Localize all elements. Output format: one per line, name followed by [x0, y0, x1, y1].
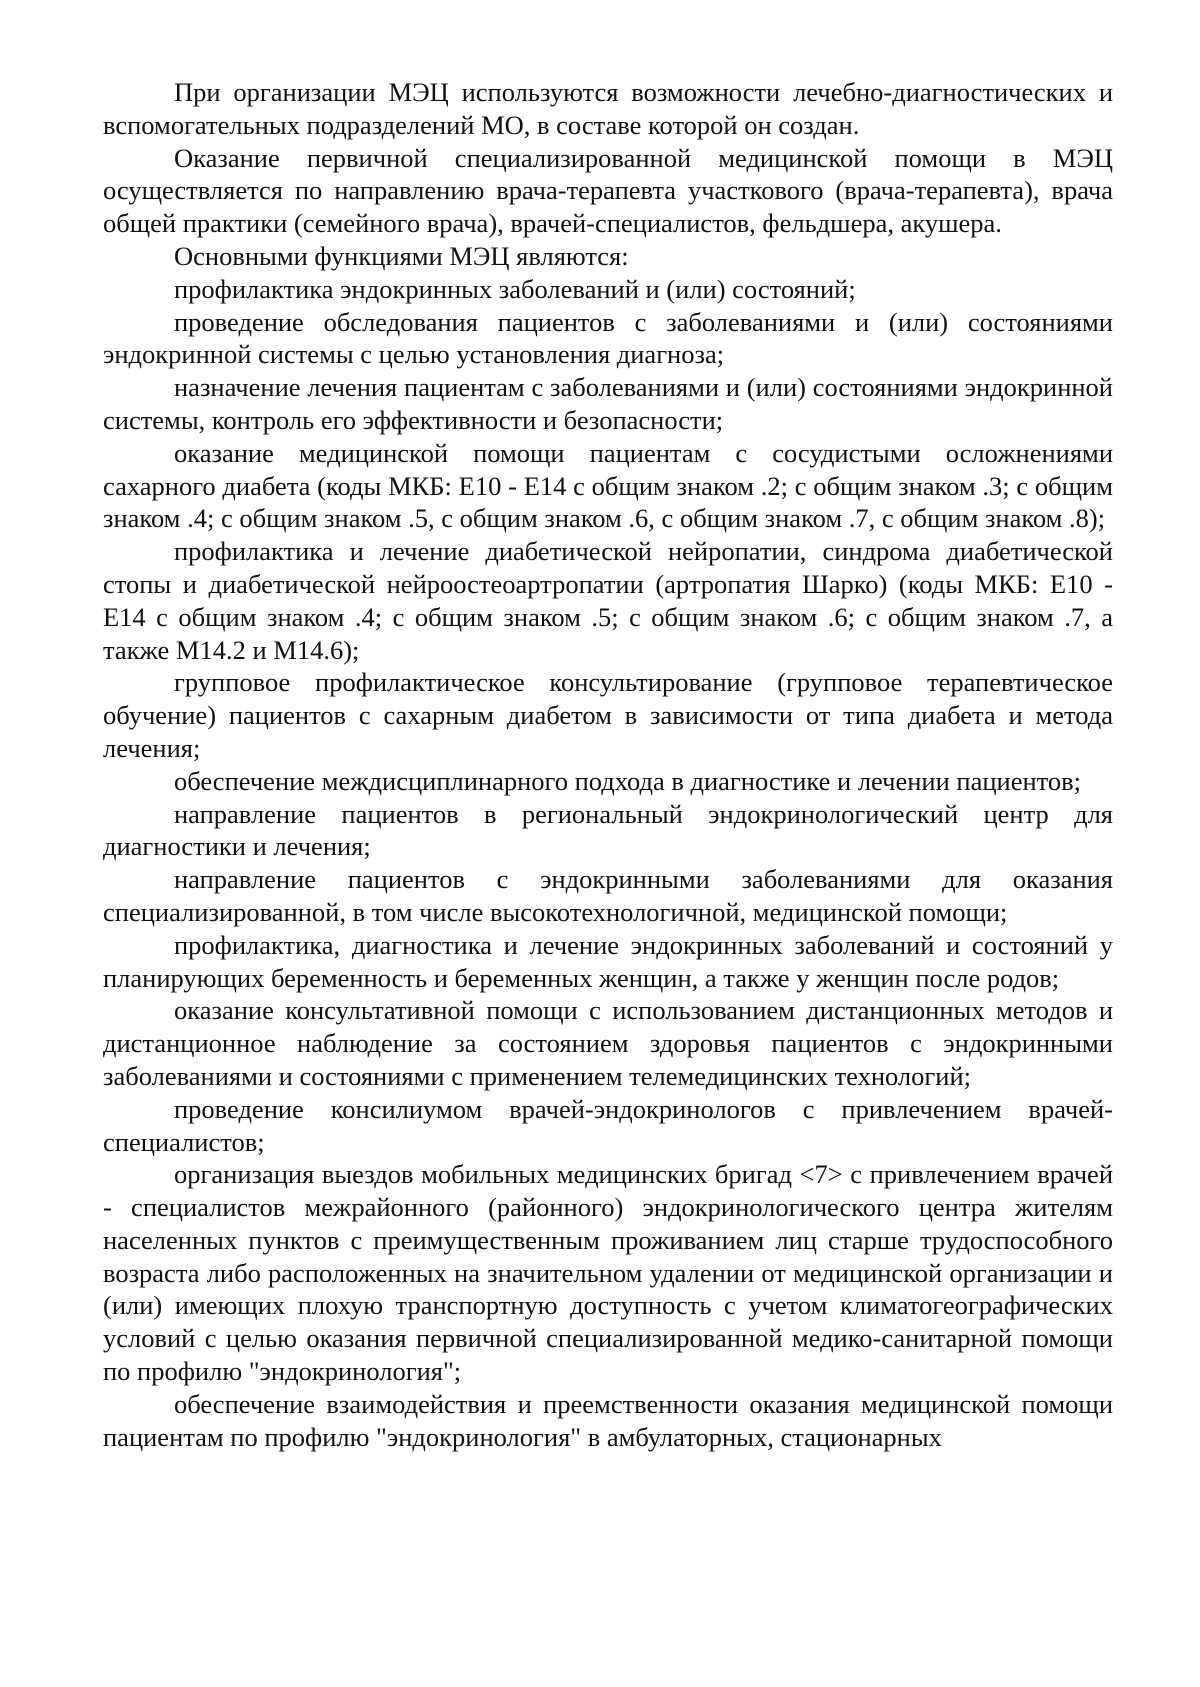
list-item-mobile-teams: организация выездов мобильных медицинских бригад <7> с привлечением врачей - специалистов межрайонного (районного) эндокринологического центра жителям населенных пунктов с преимущественным проживанием лиц старше трудоспособного возраста либо расположенных на значительном удалении от медицинской организации и (или) имеющих плохую транспортную доступность с учетом климатогеографических условий с целью оказания первичной специализированной медико-санитарной помощи по профилю "эндокринология"; — [103, 1159, 1113, 1387]
list-item-regional-referral: направление пациентов в региональный эндокринологический центр для диагностики и лечения; — [103, 798, 1113, 862]
list-item-vascular-complications: оказание медицинской помощи пациентам с сосудистыми осложнениями сахарного диабета (коды МКБ: E10 - E14 с общим знаком .2; с общим знаком .3; с общим знаком .4; с общим знаком .5, с общим знаком .6, с общим знаком .7, с общим знаком .8); — [103, 437, 1113, 534]
list-item-telemedicine: оказание консультативной помощи с использованием дистанционных методов и дистанционное наблюдение за состоянием здоровья пациентов с эндокринными заболеваниями и состояниями с применением телемедицинских технологий; — [103, 995, 1113, 1091]
paragraph-primary-care-referral: Оказание первичной специализированной медицинской помощи в МЭЦ осуществляется по направлению врача-терапевта участкового (врача-терапевта), врача общей практики (семейного врача), врачей-специалистов, фельдшера, акушера. — [103, 142, 1113, 239]
list-item-council: проведение консилиумом врачей-эндокринологов с привлечением врачей-специалистов; — [103, 1093, 1113, 1157]
list-item-prevention: профилактика эндокринных заболеваний и (или) состояний; — [174, 273, 856, 304]
list-item-neuropathy: профилактика и лечение диабетической нейропатии, синдрома диабетической стопы и диабетической нейроостеоартропатии (артропатия Шарко) (коды МКБ: E10 - E14 с общим знаком .4; с общим знаком .5; с общим знаком .6; с общим знаком .7, а также M14.2 и M14.6); — [103, 536, 1113, 665]
list-item-examination: проведение обследования пациентов с заболеваниями и (или) состояниями эндокринной системы с целью установления диагноза; — [103, 306, 1113, 370]
list-item-interdisciplinary: обеспечение междисциплинарного подхода в диагностике и лечении пациентов; — [174, 765, 1082, 796]
paragraph-functions-heading: Основными функциями МЭЦ являются: — [174, 240, 629, 271]
list-item-continuity: обеспечение взаимодействия и преемственности оказания медицинской помощи пациентам по профилю "эндокринология" в амбулаторных, стационарных — [103, 1388, 1113, 1452]
paragraph-mec-resources: При организации МЭЦ используются возможности лечебно-диагностических и вспомогательных подразделений МО, в составе которой он создан. — [103, 77, 1113, 140]
list-item-treatment: назначение лечения пациентам с заболеваниями и (или) состояниями эндокринной системы, контроль его эффективности и безопасности; — [103, 372, 1113, 435]
list-item-specialized-referral: направление пациентов с эндокринными заболеваниями для оказания специализированной, в том числе высокотехнологичной, медицинской помощи; — [103, 864, 1113, 927]
list-item-pregnancy: профилактика, диагностика и лечение эндокринных заболеваний и состояний у планирующих беременность и беременных женщин, а также у женщин после родов; — [103, 929, 1113, 993]
list-item-group-consulting: групповое профилактическое консультирование (групповое терапевтическое обучение) пациентов с сахарным диабетом в зависимости от типа диабета и метода лечения; — [103, 667, 1113, 763]
document-body — [103, 76, 1113, 1453]
